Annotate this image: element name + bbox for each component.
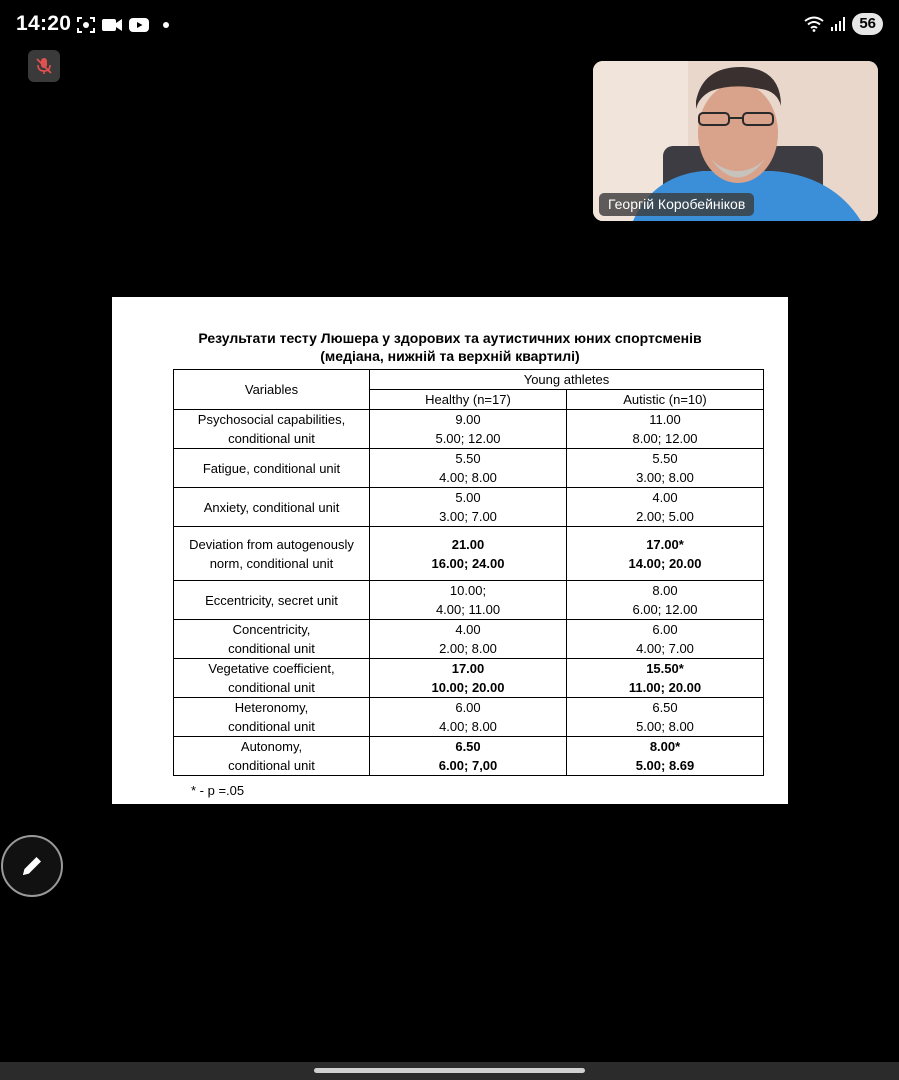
row-variable: Deviation from autogenously norm, conditional unit [174, 527, 370, 581]
results-table [173, 369, 764, 776]
participant-name-label: Георгій Коробейніков [599, 193, 754, 216]
row-variable: Heteronomy, conditional unit [174, 698, 370, 737]
row-healthy: 4.00 2.00; 8.00 [370, 620, 567, 659]
signal-icon [830, 16, 846, 32]
table-row [174, 410, 764, 449]
header-healthy: Healthy (n=17) [370, 390, 567, 410]
row-variable: Fatigue, conditional unit [174, 449, 370, 488]
table-row [174, 620, 764, 659]
row-healthy: 9.00 5.00; 12.00 [370, 410, 567, 449]
youtube-icon [128, 17, 150, 33]
slide-title-line2: (медіана, нижній та верхній квартилі) [320, 348, 580, 364]
table-row [174, 527, 764, 581]
status-left-icons [76, 16, 169, 34]
table-row [174, 488, 764, 527]
row-autistic: 8.00 6.00; 12.00 [567, 581, 764, 620]
row-autistic: 11.00 8.00; 12.00 [567, 410, 764, 449]
row-autistic: 6.50 5.00; 8.00 [567, 698, 764, 737]
status-time: 14:20 [16, 12, 72, 35]
row-healthy: 5.00 3.00; 7.00 [370, 488, 567, 527]
mic-off-icon [34, 56, 54, 76]
row-healthy: 10.00; 4.00; 11.00 [370, 581, 567, 620]
row-variable: Eccentricity, secret unit [174, 581, 370, 620]
annotate-button[interactable] [1, 835, 63, 897]
slide-title [112, 329, 788, 365]
table-row [174, 659, 764, 698]
row-autistic: 5.50 3.00; 8.00 [567, 449, 764, 488]
mute-toggle-button[interactable] [28, 50, 60, 82]
row-variable: Autonomy, conditional unit [174, 737, 370, 776]
row-variable: Psychosocial capabilities, conditional unit [174, 410, 370, 449]
status-bar [0, 0, 899, 52]
row-healthy: 5.50 4.00; 8.00 [370, 449, 567, 488]
row-autistic: 4.00 2.00; 5.00 [567, 488, 764, 527]
row-healthy: 17.00 10.00; 20.00 [370, 659, 567, 698]
header-group: Young athletes [370, 370, 764, 390]
status-right-icons [804, 13, 883, 35]
video-camera-icon [101, 17, 123, 33]
table-row [174, 737, 764, 776]
row-variable: Anxiety, conditional unit [174, 488, 370, 527]
screen-record-icon [76, 16, 96, 34]
row-variable: Concentricity, conditional unit [174, 620, 370, 659]
row-autistic: 8.00* 5.00; 8.69 [567, 737, 764, 776]
row-autistic: 15.50* 11.00; 20.00 [567, 659, 764, 698]
home-gesture-handle[interactable] [314, 1068, 585, 1073]
table-row [174, 698, 764, 737]
row-healthy: 6.00 4.00; 8.00 [370, 698, 567, 737]
wifi-icon [804, 16, 824, 32]
row-autistic: 6.00 4.00; 7.00 [567, 620, 764, 659]
row-autistic: 17.00* 14.00; 20.00 [567, 527, 764, 581]
table-footnote: * - p =.05 [191, 783, 245, 798]
table-row [174, 581, 764, 620]
row-healthy: 6.50 6.00; 7,00 [370, 737, 567, 776]
pencil-icon [18, 852, 46, 880]
shared-slide [112, 297, 788, 804]
table-header-row [174, 370, 764, 390]
header-autistic: Autistic (n=10) [567, 390, 764, 410]
header-variables: Variables [174, 370, 370, 410]
notification-dot-icon [163, 22, 169, 28]
battery-level: 56 [852, 13, 883, 35]
row-variable: Vegetative coefficient, conditional unit [174, 659, 370, 698]
slide-title-line1: Результати тесту Люшера у здорових та аутистичних юних спортсменів [198, 330, 702, 346]
row-healthy: 21.00 16.00; 24.00 [370, 527, 567, 581]
table-row [174, 449, 764, 488]
